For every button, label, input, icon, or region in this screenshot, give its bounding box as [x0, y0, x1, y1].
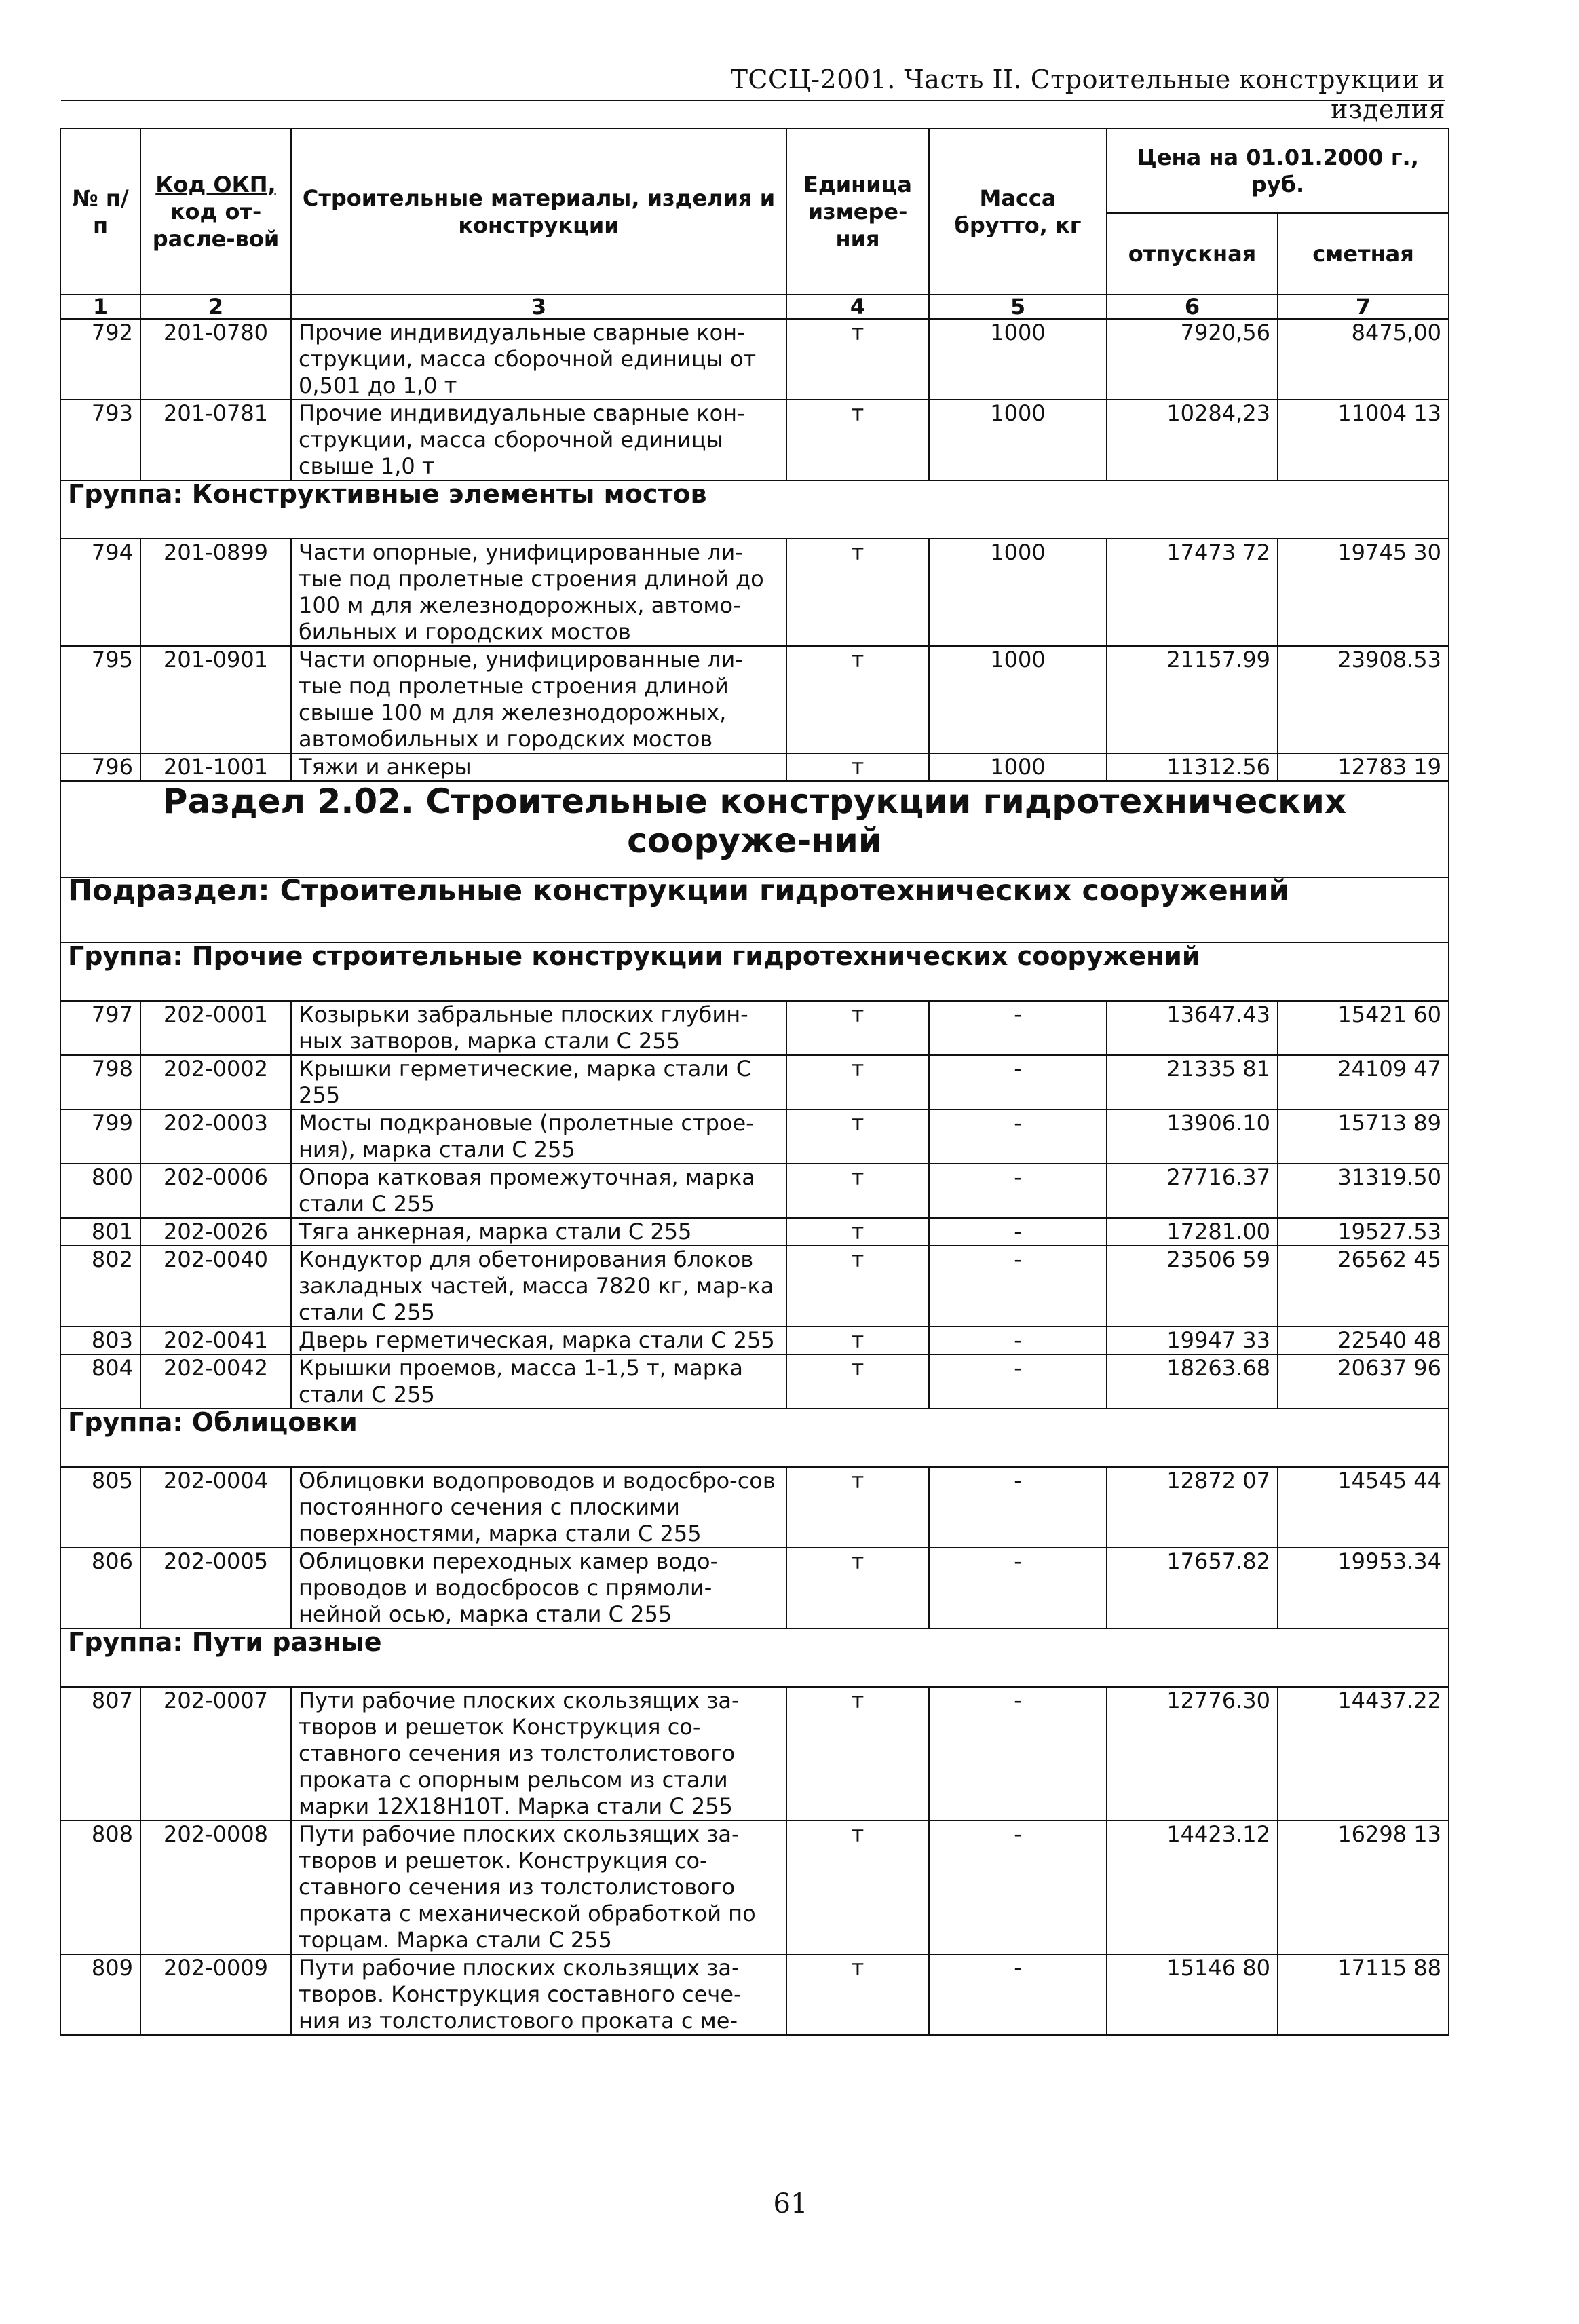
- table-row: [60, 1218, 1449, 1246]
- row-price-release: 17473 72: [1107, 539, 1278, 646]
- row-price-estimate: 23908.53: [1278, 646, 1449, 753]
- table-row: [60, 1327, 1449, 1354]
- row-name: Мосты подкрановые (пролетные строе-ния), марка стали С 255: [291, 1109, 786, 1164]
- row-unit: т: [786, 1218, 929, 1246]
- header-col-no: № п/п: [60, 128, 140, 294]
- row-code: 202-0008: [140, 1821, 291, 1954]
- row-code: 202-0002: [140, 1055, 291, 1109]
- row-unit: т: [786, 1821, 929, 1954]
- row-mass: -: [929, 1001, 1107, 1055]
- header-num-7: 7: [1278, 294, 1449, 319]
- row-price-release: 12776.30: [1107, 1687, 1278, 1821]
- row-mass: -: [929, 1354, 1107, 1409]
- row-name: Пути рабочие плоских скользящих за-творов и решеток Конструкция со-ставного сечения из толстолистового проката с опорным рельсом из стали марки 12Х18Н10Т. Марка стали С 255: [291, 1687, 786, 1821]
- row-unit: т: [786, 1001, 929, 1055]
- row-price-estimate: 26562 45: [1278, 1246, 1449, 1327]
- row-price-release: 27716.37: [1107, 1164, 1278, 1218]
- row-price-estimate: 14437.22: [1278, 1687, 1449, 1821]
- table-row: [60, 646, 1449, 753]
- row-price-release: 17281.00: [1107, 1218, 1278, 1246]
- row-price-release: 14423.12: [1107, 1821, 1278, 1954]
- row-mass: -: [929, 1109, 1107, 1164]
- row-price-release: 21335 81: [1107, 1055, 1278, 1109]
- row-number: 800: [60, 1164, 140, 1218]
- row-code: 202-0005: [140, 1548, 291, 1628]
- row-mass: 1000: [929, 646, 1107, 753]
- group-heading: Группа: Облицовки: [60, 1409, 1449, 1467]
- row-mass: -: [929, 1218, 1107, 1246]
- row-code: 202-0009: [140, 1954, 291, 2035]
- row-number: 801: [60, 1218, 140, 1246]
- row-mass: -: [929, 1954, 1107, 2035]
- row-price-estimate: 19527.53: [1278, 1218, 1449, 1246]
- row-number: 799: [60, 1109, 140, 1164]
- row-code: 201-0780: [140, 319, 291, 400]
- row-number: 794: [60, 539, 140, 646]
- row-price-estimate: 22540 48: [1278, 1327, 1449, 1354]
- row-number: 795: [60, 646, 140, 753]
- row-price-estimate: 20637 96: [1278, 1354, 1449, 1409]
- row-price-release: 10284,23: [1107, 400, 1278, 480]
- header-col-mass: Масса брутто, кг: [929, 128, 1107, 294]
- row-mass: 1000: [929, 539, 1107, 646]
- subsection-heading-row: [60, 877, 1449, 942]
- header-num-4: 4: [786, 294, 929, 319]
- row-price-release: 7920,56: [1107, 319, 1278, 400]
- row-number: 803: [60, 1327, 140, 1354]
- row-price-estimate: 12783 19: [1278, 753, 1449, 781]
- row-price-release: 12872 07: [1107, 1467, 1278, 1548]
- row-unit: т: [786, 1164, 929, 1218]
- row-name: Дверь герметическая, марка стали С 255: [291, 1327, 786, 1354]
- group-heading-row: [60, 1628, 1449, 1687]
- row-code: 201-0899: [140, 539, 291, 646]
- table-row: [60, 319, 1449, 400]
- row-number: 798: [60, 1055, 140, 1109]
- row-price-release: 23506 59: [1107, 1246, 1278, 1327]
- header-num-3: 3: [291, 294, 786, 319]
- table-row: [60, 1467, 1449, 1548]
- row-name: Крышки проемов, масса 1-1,5 т, марка стали С 255: [291, 1354, 786, 1409]
- header-col-price-release: отпускная: [1107, 213, 1278, 294]
- table-header: [60, 128, 1449, 319]
- row-number: 793: [60, 400, 140, 480]
- row-number: 808: [60, 1821, 140, 1954]
- group-heading: Группа: Конструктивные элементы мостов: [60, 480, 1449, 539]
- group-heading: Группа: Пути разные: [60, 1628, 1449, 1687]
- running-header: ТССЦ-2001. Часть II. Строительные конструкции и изделия: [730, 64, 1445, 124]
- row-mass: 1000: [929, 400, 1107, 480]
- row-unit: т: [786, 753, 929, 781]
- section-heading-row: [60, 781, 1449, 877]
- row-name: Крышки герметические, марка стали С 255: [291, 1055, 786, 1109]
- row-mass: -: [929, 1246, 1107, 1327]
- row-unit: т: [786, 539, 929, 646]
- header-col-price: Цена на 01.01.2000 г., руб.: [1107, 128, 1449, 213]
- table-row: [60, 1548, 1449, 1628]
- row-name: Опора катковая промежуточная, марка стали С 255: [291, 1164, 786, 1218]
- table-row: [60, 1109, 1449, 1164]
- row-name: Облицовки водопроводов и водосбро-сов постоянного сечения с плоскими поверхностями, марка стали С 255: [291, 1467, 786, 1548]
- row-price-estimate: 31319.50: [1278, 1164, 1449, 1218]
- row-price-release: 13906.10: [1107, 1109, 1278, 1164]
- row-unit: т: [786, 1354, 929, 1409]
- row-price-estimate: 19745 30: [1278, 539, 1449, 646]
- row-unit: т: [786, 1246, 929, 1327]
- row-mass: -: [929, 1055, 1107, 1109]
- row-mass: 1000: [929, 753, 1107, 781]
- row-name: Кондуктор для обетонирования блоков закладных частей, масса 7820 кг, мар-ка стали С 255: [291, 1246, 786, 1327]
- header-col-code-top: Код ОКП,: [155, 171, 276, 197]
- row-number: 806: [60, 1548, 140, 1628]
- table-row: [60, 1821, 1449, 1954]
- table-body: [60, 319, 1449, 2035]
- header-col-code: [140, 128, 291, 294]
- header-rule: [61, 100, 1445, 101]
- row-unit: т: [786, 1055, 929, 1109]
- row-price-estimate: 19953.34: [1278, 1548, 1449, 1628]
- row-name: Козырьки забральные плоских глубин-ных затворов, марка стали С 255: [291, 1001, 786, 1055]
- row-price-release: 15146 80: [1107, 1954, 1278, 2035]
- table-row: [60, 1687, 1449, 1821]
- row-code: 202-0006: [140, 1164, 291, 1218]
- row-code: 202-0041: [140, 1327, 291, 1354]
- row-price-estimate: 15421 60: [1278, 1001, 1449, 1055]
- row-number: 807: [60, 1687, 140, 1821]
- row-unit: т: [786, 1109, 929, 1164]
- group-heading-row: [60, 480, 1449, 539]
- table-row: [60, 539, 1449, 646]
- row-name: Прочие индивидуальные сварные кон-струкции, масса сборочной единицы свыше 1,0 т: [291, 400, 786, 480]
- row-unit: т: [786, 400, 929, 480]
- row-price-release: 11312.56: [1107, 753, 1278, 781]
- row-mass: -: [929, 1164, 1107, 1218]
- row-code: 202-0003: [140, 1109, 291, 1164]
- row-number: 797: [60, 1001, 140, 1055]
- page-number: 61: [773, 2188, 808, 2220]
- row-code: 201-0781: [140, 400, 291, 480]
- row-price-estimate: 14545 44: [1278, 1467, 1449, 1548]
- row-mass: 1000: [929, 319, 1107, 400]
- row-price-release: 18263.68: [1107, 1354, 1278, 1409]
- row-name: Части опорные, унифицированные ли-тые под пролетные строения длиной свыше 100 м для железнодорожных, автомобильных и городских мостов: [291, 646, 786, 753]
- row-mass: -: [929, 1327, 1107, 1354]
- section-heading: Раздел 2.02. Строительные конструкции гидротехнических сооруже-ний: [60, 781, 1449, 877]
- row-price-estimate: 24109 47: [1278, 1055, 1449, 1109]
- row-price-release: 17657.82: [1107, 1548, 1278, 1628]
- row-number: 802: [60, 1246, 140, 1327]
- row-code: 202-0042: [140, 1354, 291, 1409]
- row-code: 202-0040: [140, 1246, 291, 1327]
- header-num-6: 6: [1107, 294, 1278, 319]
- row-unit: т: [786, 319, 929, 400]
- row-unit: т: [786, 1548, 929, 1628]
- row-unit: т: [786, 646, 929, 753]
- row-price-release: 13647.43: [1107, 1001, 1278, 1055]
- row-code: 202-0001: [140, 1001, 291, 1055]
- row-mass: -: [929, 1821, 1107, 1954]
- row-price-estimate: 16298 13: [1278, 1821, 1449, 1954]
- row-number: 804: [60, 1354, 140, 1409]
- row-name: Тяжи и анкеры: [291, 753, 786, 781]
- header-col-code-bottom: код от-расле-вой: [152, 198, 280, 252]
- header-num-1: 1: [60, 294, 140, 319]
- group-heading: Группа: Прочие строительные конструкции гидротехнических сооружений: [60, 942, 1449, 1001]
- header-num-5: 5: [929, 294, 1107, 319]
- row-number: 805: [60, 1467, 140, 1548]
- row-price-release: 21157.99: [1107, 646, 1278, 753]
- row-number: 809: [60, 1954, 140, 2035]
- row-unit: т: [786, 1467, 929, 1548]
- group-heading-row: [60, 1409, 1449, 1467]
- row-unit: т: [786, 1327, 929, 1354]
- header-col-name: Строительные материалы, изделия и конструкции: [291, 128, 786, 294]
- header-col-unit: Единица измере-ния: [786, 128, 929, 294]
- row-mass: -: [929, 1687, 1107, 1821]
- table-row: [60, 1354, 1449, 1409]
- row-price-estimate: 15713 89: [1278, 1109, 1449, 1164]
- row-price-release: 19947 33: [1107, 1327, 1278, 1354]
- header-num-2: 2: [140, 294, 291, 319]
- row-code: 201-1001: [140, 753, 291, 781]
- row-number: 796: [60, 753, 140, 781]
- header-number-row: [60, 294, 1449, 319]
- row-unit: т: [786, 1954, 929, 2035]
- group-heading-row: [60, 942, 1449, 1001]
- table-row: [60, 400, 1449, 480]
- row-name: Пути рабочие плоских скользящих за-творов. Конструкция составного сече-ния из толстолистового проката с ме-: [291, 1954, 786, 2035]
- row-mass: -: [929, 1467, 1107, 1548]
- row-unit: т: [786, 1687, 929, 1821]
- table-row: [60, 1954, 1449, 2035]
- subsection-heading: Подраздел: Строительные конструкции гидротехнических сооружений: [60, 877, 1449, 942]
- row-name: Части опорные, унифицированные ли-тые под пролетные строения длиной до 100 м для железнодорожных, автомо-бильных и городских мостов: [291, 539, 786, 646]
- row-price-estimate: 8475,00: [1278, 319, 1449, 400]
- row-code: 201-0901: [140, 646, 291, 753]
- row-code: 202-0007: [140, 1687, 291, 1821]
- row-price-estimate: 17115 88: [1278, 1954, 1449, 2035]
- table-row: [60, 1246, 1449, 1327]
- table-row: [60, 753, 1449, 781]
- row-name: Облицовки переходных камер водо-проводов и водосбросов с прямоли-нейной осью, марка стали С 255: [291, 1548, 786, 1628]
- header-col-price-estimate: сметная: [1278, 213, 1449, 294]
- row-name: Тяга анкерная, марка стали С 255: [291, 1218, 786, 1246]
- table-row: [60, 1164, 1449, 1218]
- row-code: 202-0004: [140, 1467, 291, 1548]
- row-name: Пути рабочие плоских скользящих за-творов и решеток. Конструкция со-ставного сечения из толстолистового проката с механической обработкой по торцам. Марка стали С 255: [291, 1821, 786, 1954]
- row-number: 792: [60, 319, 140, 400]
- price-table: [60, 128, 1449, 2036]
- row-price-estimate: 11004 13: [1278, 400, 1449, 480]
- row-mass: -: [929, 1548, 1107, 1628]
- table-row: [60, 1001, 1449, 1055]
- row-name: Прочие индивидуальные сварные кон-струкции, масса сборочной единицы от 0,501 до 1,0 т: [291, 319, 786, 400]
- table-row: [60, 1055, 1449, 1109]
- row-code: 202-0026: [140, 1218, 291, 1246]
